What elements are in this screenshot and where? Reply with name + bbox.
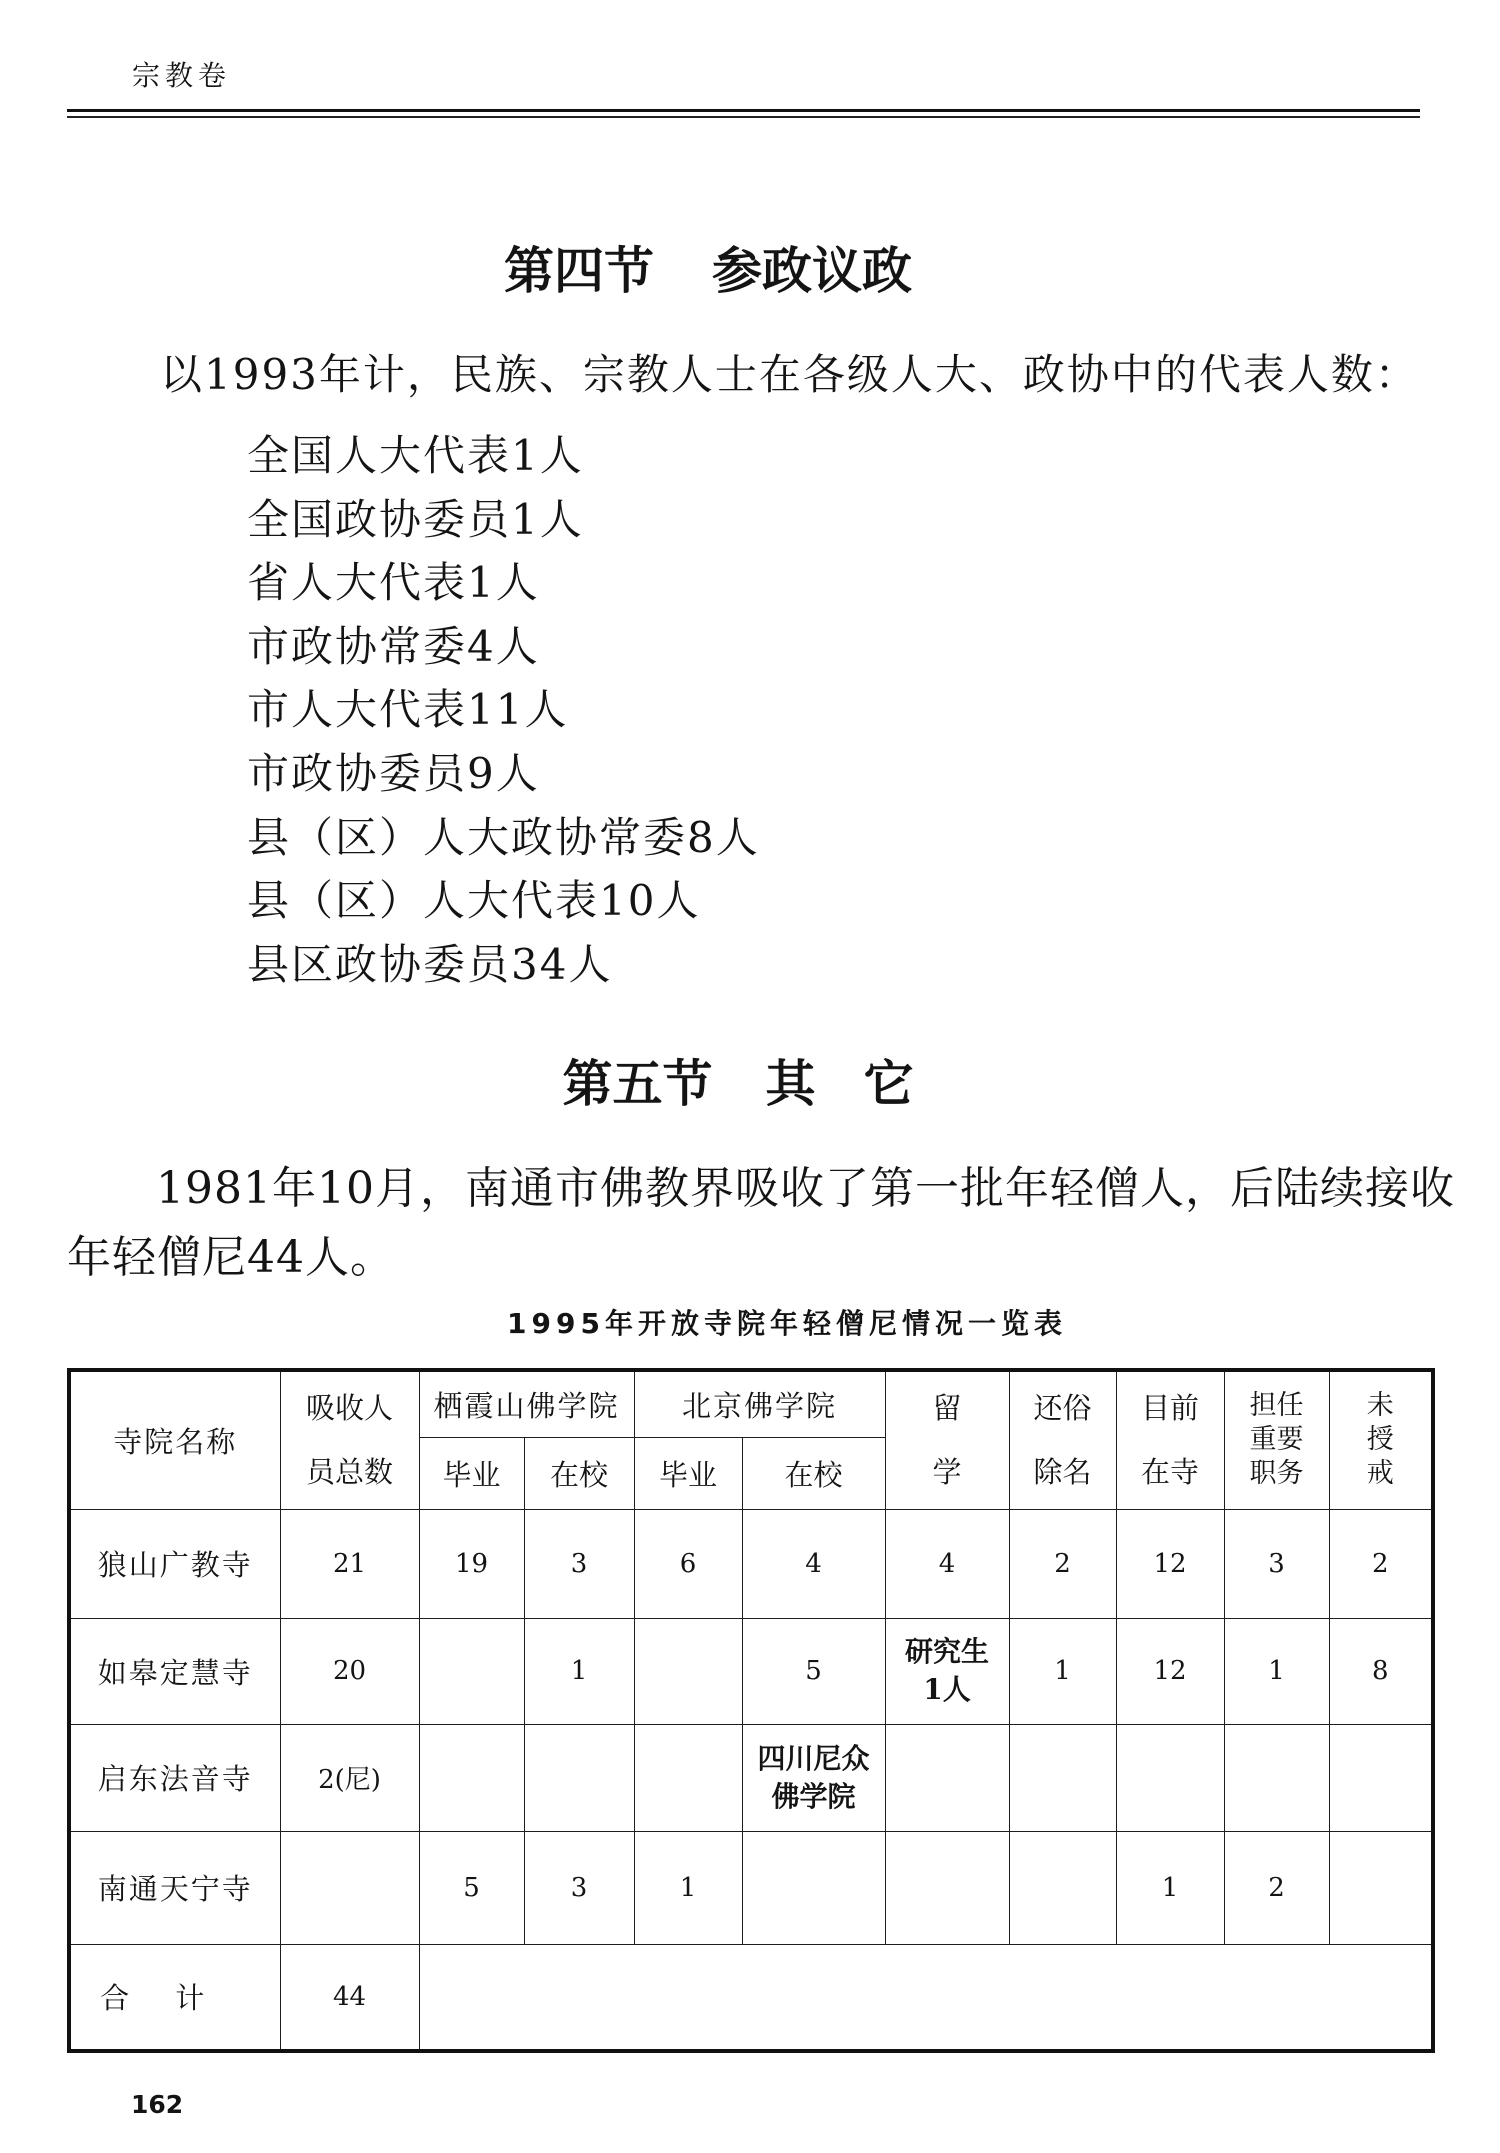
cell-beijing-enrolled (742, 1831, 885, 1944)
cell-qixia-graduated (419, 1618, 524, 1724)
table-header-row (69, 1370, 1433, 1437)
representative-counts-list (247, 424, 760, 996)
header-line: 吸收人 (305, 1391, 393, 1426)
cell-study-abroad (885, 1831, 1009, 1944)
cell-qixia-enrolled: 3 (524, 1831, 634, 1944)
table-row (69, 1509, 1433, 1618)
cell-qixia-graduated (419, 1724, 524, 1831)
cell-important-post: 2 (1224, 1831, 1329, 1944)
cell-qixia-enrolled: 3 (524, 1509, 634, 1618)
section-name: 参政议政 (712, 242, 912, 300)
header-currently-in-temple (1116, 1370, 1224, 1509)
header-beijing-enrolled: 在校 (742, 1437, 885, 1509)
section-4-intro: 以1993年计，民族、宗教人士在各级人大、政协中的代表人数： (160, 350, 1419, 399)
cell-laicized (1009, 1831, 1116, 1944)
cell-line: 研究生 (905, 1635, 990, 1668)
header-important-post (1224, 1370, 1329, 1509)
list-item: 市人大代表11人 (247, 685, 569, 735)
header-line: 除名 (1033, 1455, 1092, 1490)
cell-not-ordained (1329, 1831, 1433, 1944)
cell-total-admitted: 20 (280, 1618, 419, 1724)
header-line: 未 (1366, 1390, 1394, 1422)
cell-temple-name: 启东法音寺 (69, 1724, 280, 1831)
header-beijing-academy: 北京佛学院 (634, 1370, 885, 1437)
header-not-ordained (1329, 1370, 1433, 1509)
header-line: 重要 (1249, 1424, 1304, 1456)
cell-not-ordained: 2 (1329, 1509, 1433, 1618)
section-5-paragraph-line: 1981年10月，南通市佛教界吸收了第一批年轻僧人，后陆续接收 (156, 1163, 1455, 1214)
cell-currently-in-temple: 12 (1116, 1618, 1224, 1724)
cell-total-admitted: 2(尼) (280, 1724, 419, 1831)
table-total-row (69, 1944, 1433, 2051)
cell-qixia-enrolled (524, 1724, 634, 1831)
header-beijing-graduated: 毕业 (634, 1437, 742, 1509)
header-line: 员总数 (305, 1455, 393, 1490)
cell-currently-in-temple: 12 (1116, 1509, 1224, 1618)
cell-study-abroad (885, 1724, 1009, 1831)
cell-total-sum: 44 (280, 1944, 419, 2051)
cell-important-post: 1 (1224, 1618, 1329, 1724)
section-number: 第五节 (562, 1055, 713, 1113)
header-line: 留 (932, 1391, 962, 1426)
table-row (69, 1618, 1433, 1724)
cell-laicized: 1 (1009, 1618, 1116, 1724)
cell-not-ordained: 8 (1329, 1618, 1433, 1724)
cell-not-ordained (1329, 1724, 1433, 1831)
cell-beijing-enrolled: 5 (742, 1618, 885, 1724)
list-item: 全国政协委员1人 (247, 494, 584, 544)
list-item: 县区政协委员34人 (247, 939, 613, 989)
header-laicized (1009, 1370, 1116, 1509)
cell-important-post (1224, 1724, 1329, 1831)
section-5-paragraph-line: 年轻僧尼44人。 (67, 1232, 395, 1283)
cell-beijing-enrolled (742, 1724, 885, 1831)
temple-young-monastics-table (67, 1368, 1435, 2053)
cell-laicized: 2 (1009, 1509, 1116, 1618)
cell-qixia-graduated: 19 (419, 1509, 524, 1618)
cell-qixia-enrolled: 1 (524, 1618, 634, 1724)
header-qixia-academy: 栖霞山佛学院 (419, 1370, 634, 1437)
section-5-title (488, 1054, 988, 1114)
table-row (69, 1724, 1433, 1831)
cell-beijing-graduated (634, 1618, 742, 1724)
header-line: 在寺 (1141, 1455, 1200, 1490)
cell-line: 四川尼众 (757, 1741, 870, 1775)
running-head: 宗教卷 (132, 59, 232, 92)
cell-line: 1人 (923, 1673, 971, 1706)
cell-laicized (1009, 1724, 1116, 1831)
header-rule-thick (67, 109, 1420, 112)
cell-important-post: 3 (1224, 1509, 1329, 1618)
list-item: 县（区）人大政协常委8人 (247, 812, 760, 862)
page-number: 162 (131, 2090, 184, 2119)
cell-total-blank (419, 1944, 1433, 2051)
list-item: 市政协常委4人 (247, 621, 540, 671)
cell-currently-in-temple: 1 (1116, 1831, 1224, 1944)
header-line: 学 (932, 1455, 962, 1490)
section-4-title (458, 241, 958, 301)
header-study-abroad (885, 1370, 1009, 1509)
header-qixia-enrolled: 在校 (524, 1437, 634, 1509)
cell-total-admitted: 21 (280, 1509, 419, 1618)
header-rule-thin (67, 116, 1420, 118)
cell-qixia-graduated: 5 (419, 1831, 524, 1944)
cell-temple-name: 狼山广教寺 (69, 1509, 280, 1618)
list-item: 省人大代表1人 (247, 558, 540, 608)
cell-beijing-graduated (634, 1724, 742, 1831)
header-qixia-graduated: 毕业 (419, 1437, 524, 1509)
section-number: 第四节 (504, 242, 654, 300)
list-item: 全国人大代表1人 (247, 431, 584, 480)
list-item: 市政协委员9人 (247, 748, 540, 798)
table-caption: 1995年开放寺院年轻僧尼情况一览表 (507, 1307, 1067, 1340)
cell-beijing-graduated: 6 (634, 1509, 742, 1618)
cell-study-abroad: 4 (885, 1509, 1009, 1618)
cell-currently-in-temple (1116, 1724, 1224, 1831)
header-line: 目前 (1141, 1391, 1200, 1426)
cell-temple-name: 南通天宁寺 (69, 1831, 280, 1944)
cell-total-label: 合计 (69, 1944, 280, 2051)
header-total-admitted (280, 1370, 419, 1509)
header-line: 职务 (1249, 1458, 1304, 1490)
list-item: 县（区）人大代表10人 (247, 876, 701, 926)
header-line: 还俗 (1033, 1391, 1092, 1426)
cell-total-admitted (280, 1831, 419, 1944)
header-line: 戒 (1366, 1458, 1394, 1490)
cell-study-abroad (885, 1618, 1009, 1724)
header-line: 担任 (1249, 1390, 1304, 1422)
cell-line: 佛学院 (771, 1779, 856, 1813)
header-line: 授 (1366, 1424, 1394, 1456)
header-temple-name: 寺院名称 (69, 1370, 280, 1509)
table-row (69, 1831, 1433, 1944)
section-name: 其它 (765, 1055, 962, 1113)
cell-beijing-graduated: 1 (634, 1831, 742, 1944)
cell-beijing-enrolled: 4 (742, 1509, 885, 1618)
cell-temple-name: 如皋定慧寺 (69, 1618, 280, 1724)
